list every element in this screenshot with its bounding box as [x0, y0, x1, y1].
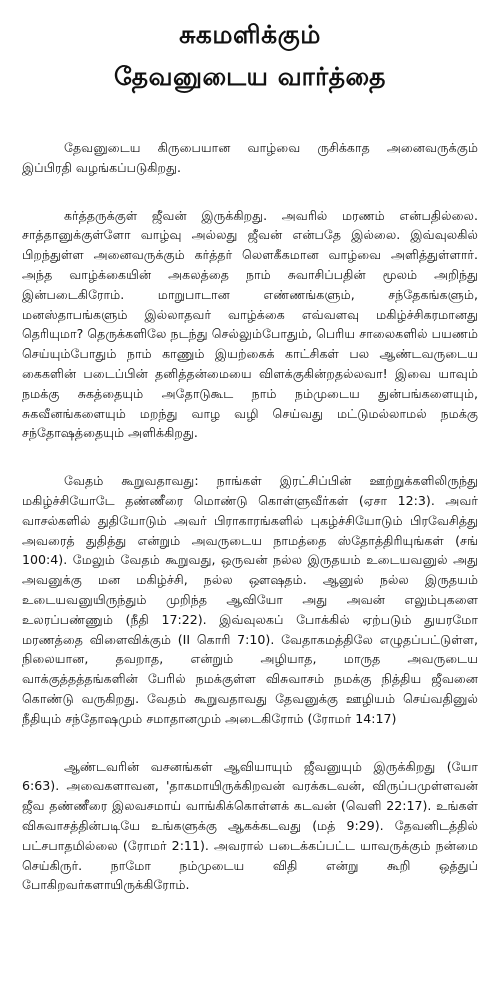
page-title	[22, 14, 478, 98]
paragraph-scripture-says: வேதம் கூறுவதாவது: நாங்கள் இரட்சிப்பின் ஊற்றுக்களிலிருந்து மகிழ்ச்சியோடே தண்ணீரை மொண்டு கொள்ளுவீர்கள் (ஏசா 12:3). அவர் வாசல்களில் துதியோடும் அவர் பிராகாரங்களில் புகழ்ச்சியோடும் பிரவேசித்து அவரைத் துதித்து என்றும் அவருடைய நாமத்தை ஸ்தோத்திரியுங்கள் (சங் 100:4). மேலும் வேதம் கூறுவது, ஒருவன் நல்ல இருதயம் உடையவனுல் அது அவனுக்கு மன மகிழ்ச்சி, நல்ல ஔஷதம். ஆனுல் நல்ல இருதயம் உடையவனுயிருந்தும் முறிந்த ஆவியோ அது அவன் எலும்புகளை உலரப்பண்ணும் (நீதி 17:22). இவ்வுலகப் போக்கில் ஏற்படும் துயரமோ மரணத்தை விளைவிக்கும் (II கொரி 7:10). வேதாகமத்திலே எழுதப்பட்டுள்ள, நிலையான, தவறாத, என்றும் அழியாத, மாருத அவருடைய வாக்குத்தத்தங்களின் பேரில் நமக்குள்ள விசுவாசம் நமக்கு நித்திய ஜீவனை கொண்டு வருகிறது. வேதம் கூறுவதாவது தேவனுக்கு ஊழியம் செய்வதினுல் நீதியும் சந்தோஷமும் சமாதானமும் அடைகிரோம் (ரோமர் 14:17)	[22, 473, 478, 726]
title-line-1: சுகமளிக்கும்	[179, 20, 321, 49]
paragraph-words-of-lord: ஆண்டவரின் வசனங்கள் ஆவியாயும் ஜீவனுயும் இருக்கிறது (யோ 6:63). அவைகளாவன, 'தாகமாயிருக்கிறவன் வரக்கடவன், விருப்பமுள்ளவன் ஜீவ தண்ணீரை இலவசமாய் வாங்கிக்கொள்ளக் கடவன் (வெளி 22:17). உங்கள் விசுவாசத்தின்படியே உங்களுக்கு ஆகக்கடவது (மத் 9:29). தேவனிடத்தில் பட்சபாதமில்லை (ரோமர் 2:11). அவரால் படைக்கப்பட்ட யாவருக்கும் நன்மை செய்கிருர். நாமோ நம்முடைய விதி என்று கூறி ஒத்துப் போகிறவர்களாயிருக்கிரோம்.	[22, 758, 478, 893]
paragraph-life-in-lord: கர்த்தருக்குள் ஜீவன் இருக்கிறது. அவரில் மரணம் என்பதில்லை. சாத்தானுக்குள்ளோ வாழ்வு அல்லது ஜீவன் என்பதே இல்லை. இவ்வுலகில் பிறந்துள்ள அனைவருக்கும் கர்த்தர் லௌகீகமான வாழ்வை அளித்துள்ளார். அந்த வாழ்க்கையின் அகலத்தை நாம் சுவாசிப்பதின் மூலம் அறிந்து இன்படைகிரோம். மாறுபாடான எண்ணங்களும், சந்தேகங்களும், மனஸ்தாபங்களும் இல்லாதவர் வாழ்க்கை எவ்வளவு மகிழ்ச்சிகரமானது தெரியுமா? தெருக்களிலே நடந்து செல்லும்போதும், பெரிய சாலைகளில் பயணம் செய்யும்போதும் நாம் காணும் இயற்கைக் காட்சிகள் பல ஆண்டவருடைய கைகளின் படைப்பின் தனித்தன்மையை விளக்குகின்றதல்லவா! இவை யாவும் நமக்கு சுகத்தையும் அதோடுகூட நாம் நம்முடைய துன்பங்களையும், சுகவீனங்களையும் மறந்து வாழ வழி செய்வது மட்டுமல்லாமல் நமக்கு சந்தோஷத்தையும் அளிக்கிறது.	[22, 207, 478, 441]
title-line-2: தேவனுடைய வார்த்தை	[114, 62, 386, 91]
paragraph-dedication: தேவனுடைய கிருபையான வாழ்வை ருசிக்காத அனைவருக்கும் இப்பிரதி வழங்கப்படுகிறது.	[22, 140, 478, 175]
